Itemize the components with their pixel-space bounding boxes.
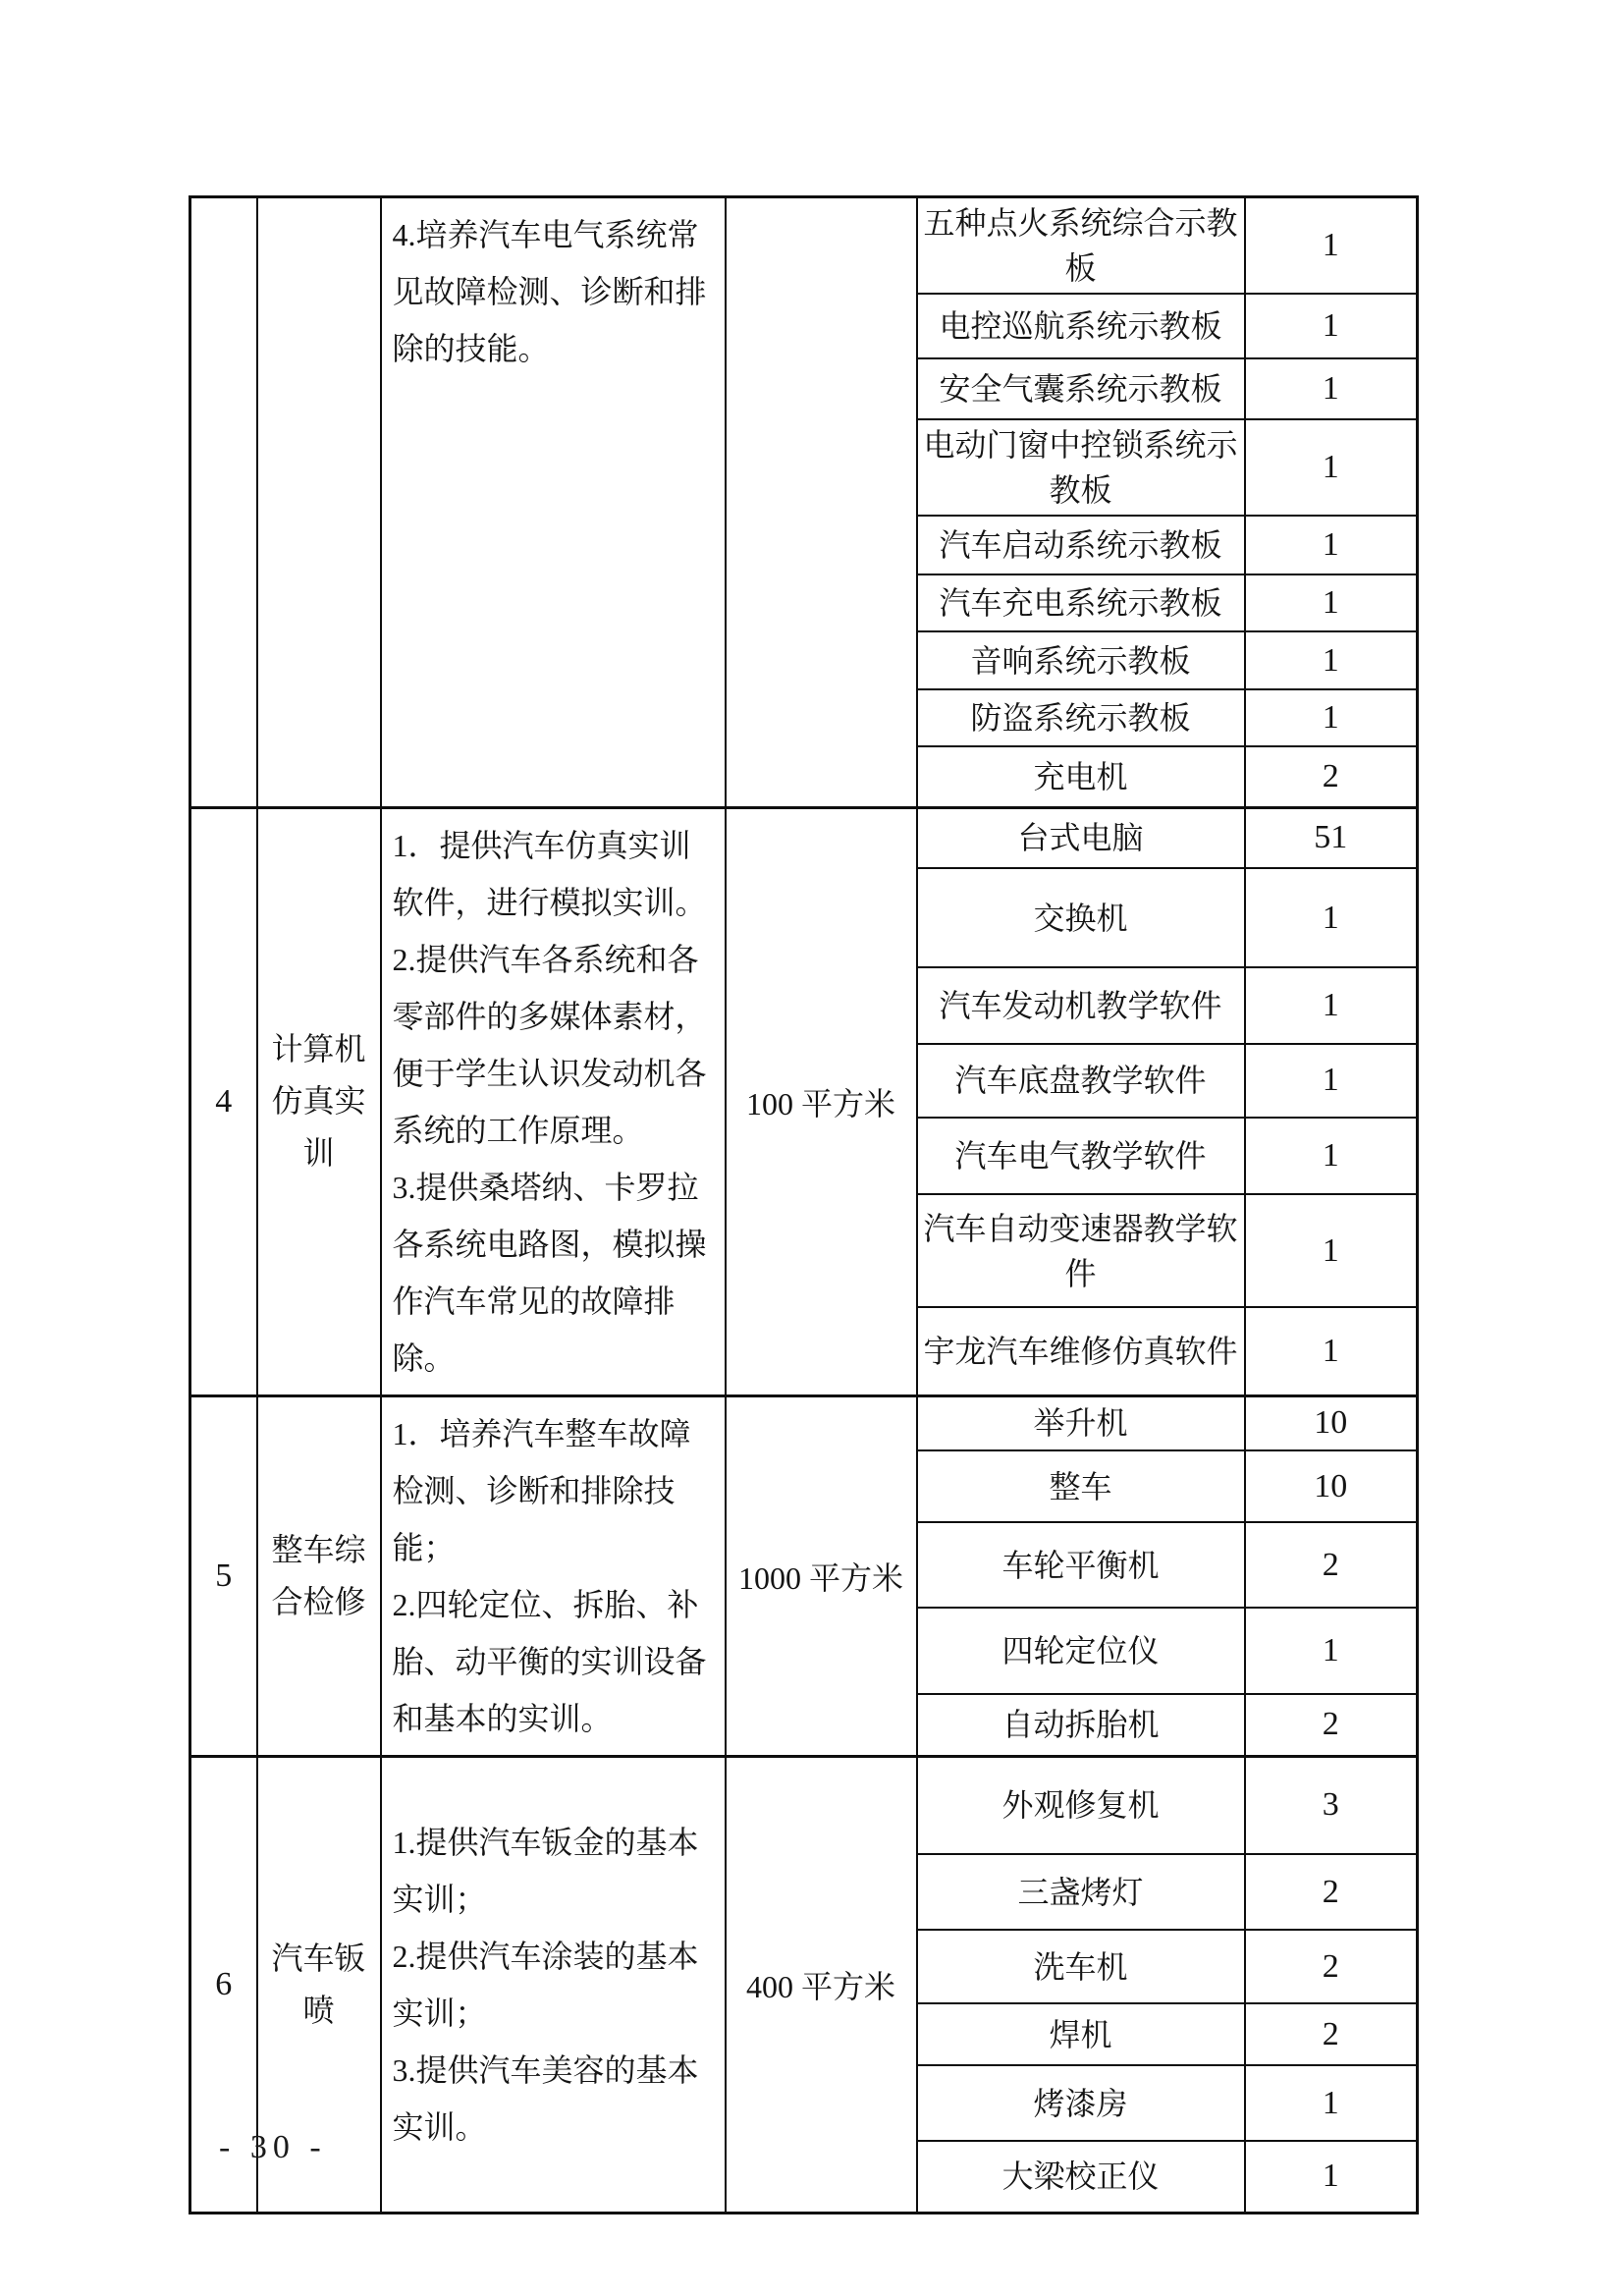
equipment-name-cell: 举升机 (917, 1395, 1245, 1450)
equipment-qty-cell: 1 (1245, 1044, 1418, 1118)
equipment-name-cell: 电控巡航系统示教板 (917, 294, 1245, 358)
equipment-qty-cell: 2 (1245, 1930, 1418, 2003)
equipment-qty-cell: 1 (1245, 2065, 1418, 2141)
room-area-cell (726, 197, 917, 808)
equipment-row (190, 1395, 1418, 1450)
equipment-qty-cell: 10 (1245, 1450, 1418, 1522)
equipment-name-cell: 大梁校正仪 (917, 2141, 1245, 2213)
equipment-name-cell: 洗车机 (917, 1930, 1245, 2003)
equipment-name-cell: 充电机 (917, 746, 1245, 807)
equipment-name-cell: 汽车底盘教学软件 (917, 1044, 1245, 1118)
function-paragraph: 1．提供汽车仿真实训软件，进行模拟实训。 (392, 827, 707, 920)
section-index-cell: 6 (190, 1756, 257, 2213)
equipment-name-cell: 三盏烤灯 (917, 1854, 1245, 1930)
equipment-qty-cell: 1 (1245, 197, 1418, 295)
equipment-row (190, 197, 1418, 295)
section-index-cell (190, 197, 257, 808)
function-paragraph: 3.提供汽车美容的基本实训。 (392, 2051, 699, 2145)
equipment-qty-cell: 1 (1245, 1608, 1418, 1694)
equipment-name-cell: 烤漆房 (917, 2065, 1245, 2141)
function-paragraph: 2.提供汽车涂装的基本实训； (392, 1938, 699, 2031)
equipment-name-cell: 五种点火系统综合示教板 (917, 197, 1245, 295)
equipment-qty-cell: 1 (1245, 516, 1418, 574)
equipment-name-cell: 汽车启动系统示教板 (917, 516, 1245, 574)
equipment-qty-cell: 2 (1245, 1522, 1418, 1608)
equipment-qty-cell: 3 (1245, 1756, 1418, 1854)
function-paragraph: 1．培养汽车整车故障检测、诊断和排除技能； (392, 1415, 691, 1565)
section-index-cell: 5 (190, 1395, 257, 1756)
equipment-name-cell: 焊机 (917, 2003, 1245, 2065)
room-area-cell: 100 平方米 (726, 807, 917, 1395)
equipment-qty-cell: 1 (1245, 574, 1418, 631)
room-area-cell: 400 平方米 (726, 1756, 917, 2213)
equipment-qty-cell: 1 (1245, 1194, 1418, 1308)
room-function-cell (381, 807, 726, 1395)
equipment-qty-cell: 1 (1245, 631, 1418, 689)
room-name-cell: 计算机仿真实训 (257, 807, 381, 1395)
equipment-row (190, 807, 1418, 868)
equipment-qty-cell: 2 (1245, 2003, 1418, 2065)
equipment-name-cell: 交换机 (917, 868, 1245, 966)
training-room-table (189, 195, 1419, 2214)
equipment-name-cell: 汽车自动变速器教学软件 (917, 1194, 1245, 1308)
room-name-cell: 整车综合检修 (257, 1395, 381, 1756)
equipment-name-cell: 汽车发动机教学软件 (917, 967, 1245, 1044)
equipment-name-cell: 汽车充电系统示教板 (917, 574, 1245, 631)
equipment-name-cell: 四轮定位仪 (917, 1608, 1245, 1694)
equipment-name-cell: 防盗系统示教板 (917, 689, 1245, 746)
room-function-cell (381, 1756, 726, 2213)
room-function-cell (381, 1395, 726, 1756)
section-index-cell: 4 (190, 807, 257, 1395)
equipment-qty-cell: 1 (1245, 967, 1418, 1044)
room-name-cell (257, 197, 381, 808)
equipment-name-cell: 安全气囊系统示教板 (917, 358, 1245, 419)
equipment-qty-cell: 1 (1245, 1118, 1418, 1194)
function-paragraph: 1.提供汽车钣金的基本实训； (392, 1824, 699, 1917)
function-paragraph: 2.提供汽车各系统和各零部件的多媒体素材，便于学生认识发动机各系统的工作原理。 (392, 941, 707, 1148)
equipment-qty-cell: 1 (1245, 2141, 1418, 2213)
room-name-cell: 汽车钣喷 (257, 1756, 381, 2213)
equipment-name-cell: 宇龙汽车维修仿真软件 (917, 1307, 1245, 1395)
equipment-name-cell: 车轮平衡机 (917, 1522, 1245, 1608)
equipment-name-cell: 外观修复机 (917, 1756, 1245, 1854)
equipment-name-cell: 自动拆胎机 (917, 1694, 1245, 1756)
equipment-qty-cell: 1 (1245, 294, 1418, 358)
equipment-name-cell: 电动门窗中控锁系统示教板 (917, 419, 1245, 516)
room-area-cell: 1000 平方米 (726, 1395, 917, 1756)
equipment-qty-cell: 2 (1245, 1854, 1418, 1930)
equipment-qty-cell: 1 (1245, 1307, 1418, 1395)
function-paragraph: 3.提供桑塔纳、卡罗拉各系统电路图，模拟操作汽车常见的故障排除。 (392, 1169, 707, 1376)
equipment-qty-cell: 1 (1245, 868, 1418, 966)
equipment-name-cell: 汽车电气教学软件 (917, 1118, 1245, 1194)
equipment-qty-cell: 10 (1245, 1395, 1418, 1450)
equipment-name-cell: 音响系统示教板 (917, 631, 1245, 689)
function-paragraph: 4.培养汽车电气系统常见故障检测、诊断和排除的技能。 (392, 217, 707, 366)
function-paragraph: 2.四轮定位、拆胎、补胎、动平衡的实训设备和基本的实训。 (392, 1586, 707, 1736)
equipment-qty-cell: 2 (1245, 1694, 1418, 1756)
equipment-qty-cell: 51 (1245, 807, 1418, 868)
room-function-cell (381, 197, 726, 808)
equipment-row (190, 1756, 1418, 1854)
equipment-name-cell: 台式电脑 (917, 807, 1245, 868)
equipment-qty-cell: 1 (1245, 689, 1418, 746)
equipment-qty-cell: 1 (1245, 419, 1418, 516)
equipment-qty-cell: 1 (1245, 358, 1418, 419)
page-number: - 30 - (219, 2129, 327, 2165)
equipment-name-cell: 整车 (917, 1450, 1245, 1522)
equipment-qty-cell: 2 (1245, 746, 1418, 807)
